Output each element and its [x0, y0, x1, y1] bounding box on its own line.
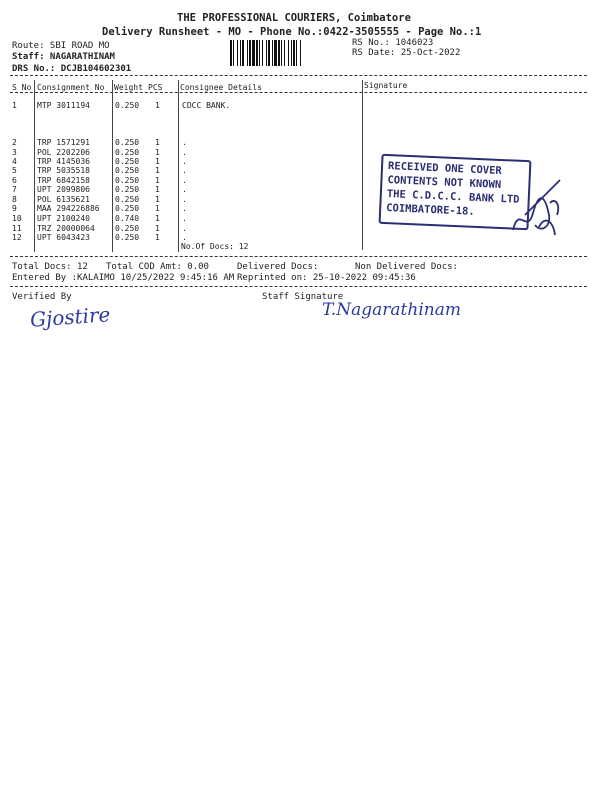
row-weight: 0.250 — [115, 101, 140, 110]
barcode-bar — [278, 40, 280, 66]
row-sno: 11 — [12, 224, 22, 233]
col-header-sno: S No — [12, 83, 32, 92]
barcode-bar — [296, 40, 297, 66]
barcode-bar — [240, 40, 241, 66]
stamp-line: THE C.D.C.C. BANK LTD — [386, 188, 520, 206]
col-header-weight: Weight — [114, 83, 143, 92]
row-pcs: 1 — [155, 176, 160, 185]
row-consignee-details: . — [182, 148, 187, 157]
barcode-bar — [300, 40, 301, 66]
row-consignment-no: TRZ 20000064 — [37, 224, 95, 233]
row-pcs: 1 — [155, 204, 160, 213]
runsheet-subtitle: Delivery Runsheet - MO - Phone No.:0422-3505555 - Page No.:1 — [102, 26, 482, 38]
barcode-bar — [288, 40, 289, 66]
barcode-bar — [252, 40, 255, 66]
staff-signature: T.Nagarathinam — [322, 300, 461, 320]
row-sno: 10 — [12, 214, 22, 223]
col-header-consignee: Consignee Details — [180, 83, 262, 92]
barcode-bar — [268, 40, 270, 66]
row-pcs: 1 — [155, 148, 160, 157]
row-pcs: 1 — [155, 233, 160, 242]
col-header-signature: Signature — [364, 81, 408, 90]
row-sno: 5 — [12, 166, 17, 175]
staff-signature-label: Staff Signature — [262, 292, 344, 302]
row-pcs: 1 — [155, 185, 160, 194]
drs-number: DRS No.: DCJB104602301 — [12, 64, 132, 74]
row-weight: 0.740 — [115, 214, 140, 223]
verifier-signature: Gjostire — [29, 302, 112, 332]
barcode-bar — [233, 40, 234, 66]
row-weight: 0.250 — [115, 185, 140, 194]
row-consignment-no: UPT 2099806 — [37, 185, 90, 194]
row-consignment-no: UPT 2100240 — [37, 214, 90, 223]
row-weight: 0.250 — [115, 166, 140, 175]
table-header-rule — [10, 92, 587, 93]
row-consignment-no: MAA 294226886 — [37, 204, 100, 213]
stamp-signature — [505, 175, 565, 240]
barcode-bar — [259, 40, 260, 66]
row-sno: 3 — [12, 148, 17, 157]
barcode-bar — [293, 40, 295, 66]
barcode-bar — [237, 40, 238, 66]
row-sno: 8 — [12, 195, 17, 204]
row-consignee-details: CDCC BANK. — [182, 101, 231, 110]
barcode-bar — [256, 40, 258, 66]
row-consignee-details: . — [182, 138, 187, 147]
row-consignment-no: TRP 1571291 — [37, 138, 90, 147]
table-bottom-rule — [10, 256, 587, 257]
entered-by: Entered By :KALAIMO 10/25/2022 9:45:16 AM — [12, 273, 235, 283]
barcode-bar — [291, 40, 292, 66]
row-pcs: 1 — [155, 224, 160, 233]
footer-rule — [10, 286, 587, 287]
row-weight: 0.250 — [115, 157, 140, 166]
row-sno: 2 — [12, 138, 17, 147]
row-pcs: 1 — [155, 166, 160, 175]
total-cod: Total COD Amt: 0.00 — [106, 262, 209, 272]
barcode — [230, 40, 345, 66]
row-weight: 0.250 — [115, 176, 140, 185]
row-weight: 0.250 — [115, 204, 140, 213]
row-consignment-no: TRP 5035518 — [37, 166, 90, 175]
rs-date: RS Date: 25-Oct-2022 — [352, 48, 461, 58]
col-divider — [362, 80, 363, 250]
row-weight: 0.250 — [115, 195, 140, 204]
row-consignee-details: . — [182, 166, 187, 175]
row-consignment-no: MTP 3011194 — [37, 101, 90, 110]
route-label: Route: SBI ROAD MO — [12, 41, 110, 51]
total-docs: Total Docs: 12 — [12, 262, 88, 272]
row-consignee-details: . — [182, 233, 187, 242]
table-top-rule — [10, 75, 587, 76]
no-of-docs: No.Of Docs: 12 — [181, 242, 249, 251]
barcode-bar — [284, 40, 285, 66]
stamp-line: CONTENTS NOT KNOWN — [387, 174, 502, 192]
row-consignee-details: . — [182, 224, 187, 233]
row-weight: 0.250 — [115, 148, 140, 157]
barcode-bar — [249, 40, 251, 66]
barcode-bar — [272, 40, 273, 66]
row-pcs: 1 — [155, 101, 160, 110]
row-consignee-details: . — [182, 204, 187, 213]
barcode-bar — [266, 40, 267, 66]
stamp-line: COIMBATORE-18. — [385, 202, 475, 218]
row-weight: 0.250 — [115, 138, 140, 147]
row-sno: 9 — [12, 204, 17, 213]
row-consignment-no: TRP 6842158 — [37, 176, 90, 185]
courier-name: THE PROFESSIONAL COURIERS, Coimbatore — [177, 12, 411, 24]
row-consignee-details: . — [182, 185, 187, 194]
row-pcs: 1 — [155, 214, 160, 223]
row-sno: 12 — [12, 233, 22, 242]
barcode-bar — [281, 40, 282, 66]
col-header-pcs: PCS — [148, 83, 163, 92]
barcode-bar — [262, 40, 263, 66]
row-consignment-no: UPT 6043423 — [37, 233, 90, 242]
row-consignee-details: . — [182, 214, 187, 223]
row-sno: 6 — [12, 176, 17, 185]
row-weight: 0.250 — [115, 233, 140, 242]
barcode-bar — [274, 40, 277, 66]
row-consignee-details: . — [182, 176, 187, 185]
row-sno: 1 — [12, 101, 17, 110]
col-header-consignment: Consignment No — [37, 83, 105, 92]
verified-by-label: Verified By — [12, 292, 72, 302]
row-consignee-details: . — [182, 195, 187, 204]
row-pcs: 1 — [155, 138, 160, 147]
barcode-bar — [247, 40, 248, 66]
row-pcs: 1 — [155, 157, 160, 166]
rs-number: RS No.: 1046023 — [352, 38, 434, 48]
reprinted-on: Reprinted on: 25-10-2022 09:45:36 — [237, 273, 416, 283]
row-consignment-no: POL 2202206 — [37, 148, 90, 157]
col-divider — [178, 80, 179, 252]
delivered-docs: Delivered Docs: — [237, 262, 319, 272]
row-sno: 4 — [12, 157, 17, 166]
row-consignee-details: . — [182, 157, 187, 166]
col-divider — [34, 80, 35, 252]
row-sno: 7 — [12, 185, 17, 194]
row-weight: 0.250 — [115, 224, 140, 233]
stamp-line: RECEIVED ONE COVER — [387, 160, 503, 178]
row-pcs: 1 — [155, 195, 160, 204]
barcode-bar — [230, 40, 232, 66]
row-consignment-no: TRP 4145036 — [37, 157, 90, 166]
col-divider — [112, 80, 113, 252]
staff-label: Staff: NAGARATHINAM — [12, 52, 115, 62]
row-consignment-no: POL 6135621 — [37, 195, 90, 204]
barcode-bar — [242, 40, 244, 66]
non-delivered-docs: Non Delivered Docs: — [355, 262, 458, 272]
